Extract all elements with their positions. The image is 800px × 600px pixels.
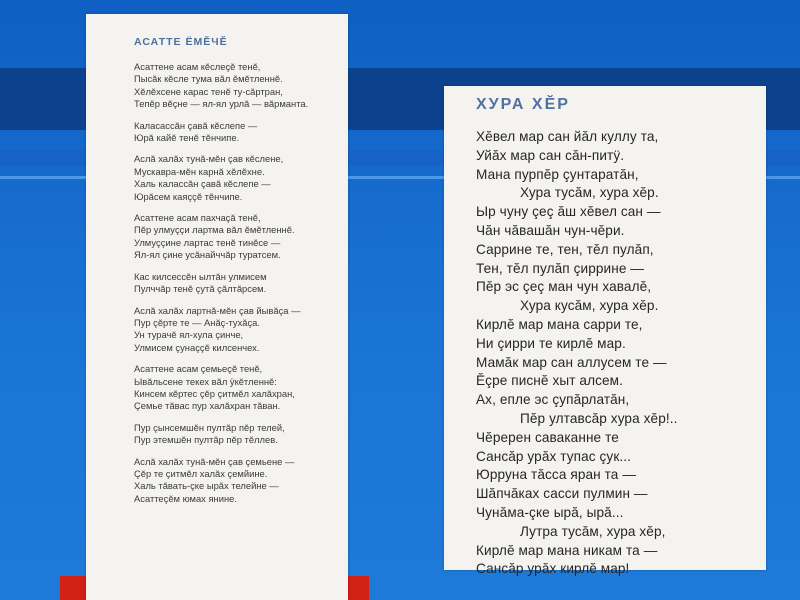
poem-line: Кирлĕ мар мана никам та —	[476, 542, 658, 558]
poem-line: Çемье тăвас пур халăхран тăван.	[134, 400, 281, 412]
poem-line: Асаттене асам кĕслеçĕ тенĕ,	[134, 61, 261, 72]
poem-line: Пулччăр тенĕ çутă çăлтăрсем.	[134, 283, 267, 295]
poem-line: Чĕререн саваканне те	[476, 429, 619, 445]
poem-line: Пур çынсемшĕн пултăр пĕр телей,	[134, 421, 285, 433]
poem-line: Кинсем кĕртес çĕр çитмĕл халăхран,	[134, 387, 295, 399]
poem-stanza	[134, 422, 348, 447]
poem-line: Ял-ял çине усăнайччăр туратсем.	[134, 249, 281, 261]
poem-line: Улмисем çунаççĕ килсенчех.	[134, 341, 260, 353]
poem-line: Чăн чăвашăн чун-чĕри.	[476, 222, 625, 238]
poem-refrain-line: Пĕр ултавсăр хура хĕр!..	[520, 410, 678, 426]
poem-line: Кас килсессĕн ылтăн улмисем	[134, 270, 267, 282]
poem-line: Уйăх мар сан сăн-питÿ.	[476, 147, 625, 163]
poem-line: Пур çĕрте те — Анăç-тухăçа.	[134, 316, 260, 328]
poem-refrain-line: Лутра тусăм, хура хĕр,	[520, 523, 666, 539]
poem-line: Кирлĕ мар мана сарри те,	[476, 316, 643, 332]
poem-line: Мана пурпĕр çунтаратăн,	[476, 166, 639, 182]
poem-line: Пысăк кĕсле тума вăл ĕмĕтленнĕ.	[134, 73, 283, 85]
poem-line: Аслă халăх тунă-мĕн çав çемьене —	[134, 455, 295, 467]
poem-line: Шăпчăках сасси пулмин —	[476, 486, 648, 502]
poem-line: Халь тăвать-çке ырăх телейне —	[134, 480, 279, 492]
poem-line: Асаттене асам пахчаçă тенĕ,	[134, 212, 261, 224]
poem-line: Çĕр те çитмĕл халăх çемйине.	[134, 467, 268, 479]
poem-stanza	[134, 271, 348, 296]
left-poem-title: АСАТТЕ ЁМĔЧĔ	[134, 36, 228, 48]
poem-line: Асаттене асам çемьеçĕ тенĕ,	[134, 363, 263, 375]
poem-line: Хĕлĕхсене карас тенĕ ту-сăртран,	[134, 85, 283, 97]
poem-line: Пĕр эс çеç ман чун хавалĕ,	[476, 279, 652, 295]
poem-line: Ывăльсене текех вăл ÿкĕтленнĕ:	[134, 375, 277, 387]
poem-line: Сансăр урăх тупас çук...	[476, 448, 632, 464]
poem-line: Пĕр улмуççи лартма вăл ĕмĕтленнĕ.	[134, 224, 295, 236]
poem-line: Хĕвел мар сан йăл куллу та,	[476, 129, 659, 144]
poem-refrain-line: Хура тусăм, хура хĕр.	[520, 185, 659, 201]
poem-line: Улмуççине лартас тенĕ тинĕсе —	[134, 236, 281, 248]
poem-line: Юрă кайĕ тенĕ тĕнчипе.	[134, 132, 240, 144]
poem-line: Тепĕр вĕçне — ял-ял урлă — вăрманта.	[134, 98, 309, 110]
poem-line: Ни çирри те кирлĕ мар.	[476, 335, 626, 351]
poem-stanza	[134, 212, 348, 262]
poem-line: Чунăма-çке ырă, ырă...	[476, 504, 624, 520]
poem-line: Юрăсем каяççĕ тĕнчипе.	[134, 190, 243, 202]
poem-line: Мускаврa-мĕн карнă хĕлĕхне.	[134, 165, 265, 177]
poem-line: Мамăк мар сан аллусем те —	[476, 354, 667, 370]
right-page-scan	[444, 86, 766, 577]
poem-line: Ун турачĕ ял-хула çинче,	[134, 329, 244, 341]
poem-line: Асаттеçĕм юмах янине.	[134, 492, 237, 504]
right-poem-body	[476, 128, 766, 579]
poem-stanza	[134, 153, 348, 203]
poem-line: Ĕçре писнĕ хыт алсем.	[476, 373, 623, 389]
poem-stanza	[134, 456, 348, 506]
poem-stanza	[134, 363, 348, 413]
poem-stanza	[134, 120, 348, 145]
poem-line: Аслă халăх тунă-мĕн çав кĕслене,	[134, 153, 284, 165]
left-poem-body	[134, 61, 348, 505]
poem-line: Ыр чуну çеç ăш хĕвел сан —	[476, 204, 661, 220]
red-accent-block-right	[347, 576, 369, 600]
poem-refrain-line: Хура кусăм, хура хĕр.	[520, 298, 659, 314]
poem-line: Халь калассăн çавă кĕслепе —	[134, 178, 271, 190]
poem-line: Пур этемшĕн пултăр пĕр тĕллев.	[134, 434, 278, 446]
poem-line: Сансăр урăх кирлĕ мар!	[476, 561, 630, 577]
poem-line: Аслă халăх лартнă-мĕн çав йывăçа —	[134, 304, 301, 316]
poem-line: Юрруна тăсса яран та —	[476, 467, 637, 483]
right-poem-title: ХУРА ХĔР	[476, 96, 570, 113]
poem-line: Тен, тĕл пулăп çиррине —	[476, 260, 645, 276]
red-accent-block-left	[60, 576, 88, 600]
poem-line: Саррине те, тен, тĕл пулăп,	[476, 241, 654, 257]
poem-stanza	[134, 61, 348, 111]
poem-line: Ах, епле эс çупăрлатăн,	[476, 392, 630, 408]
poem-line: Каласассăн çавă кĕслепе —	[134, 119, 258, 131]
poem-stanza	[134, 305, 348, 355]
left-page-scan	[86, 14, 348, 600]
